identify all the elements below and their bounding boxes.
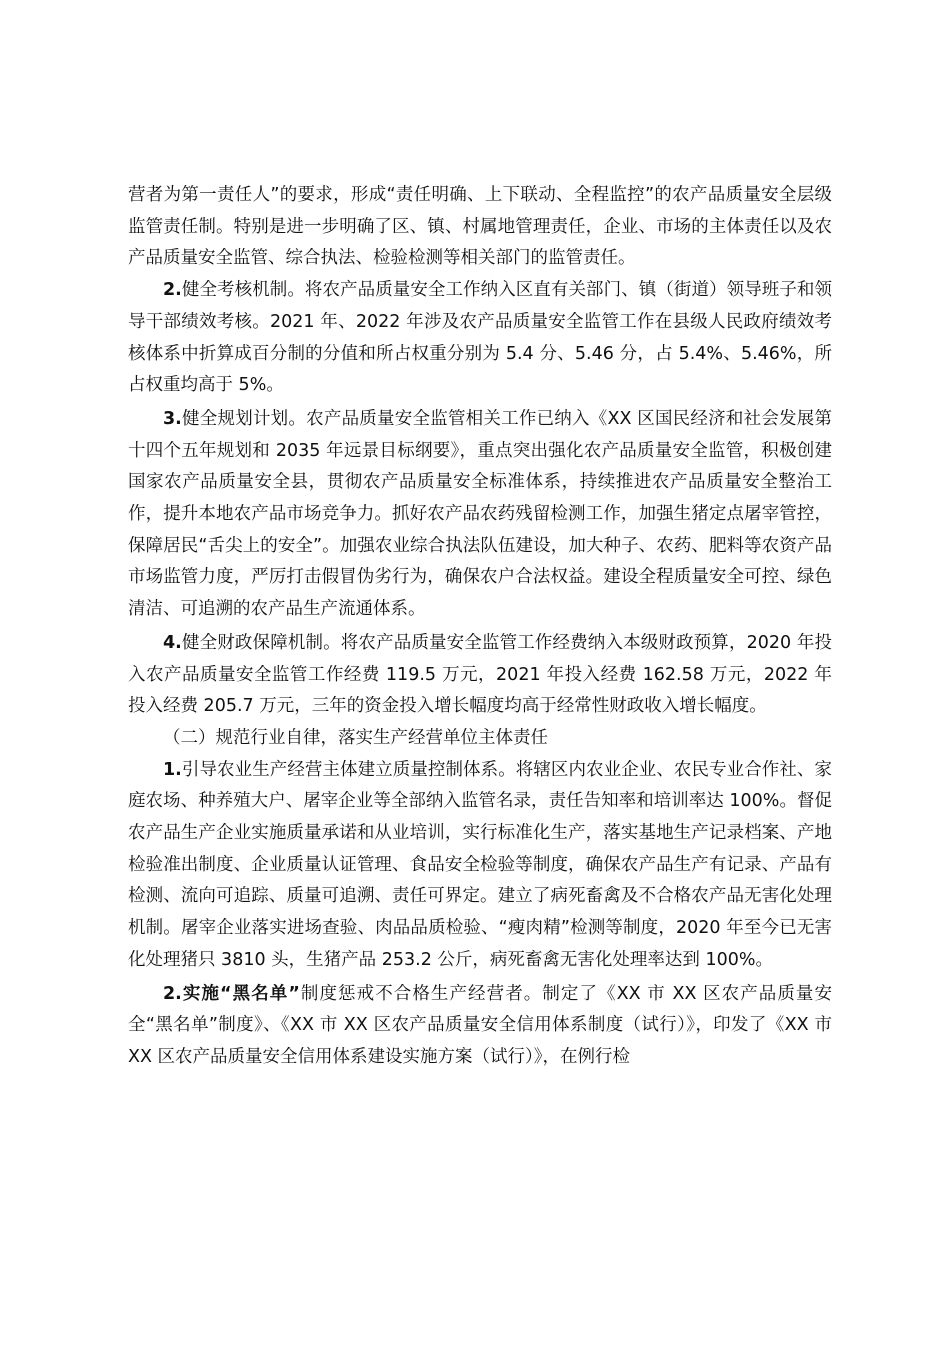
item-number: 2.: [163, 983, 182, 1004]
paragraph-text: 健全财政保障机制。将农产品质量安全监管工作经费纳入本级财政预算，2020 年投入农产品质量安全监管工作经费 119.5 万元，2021 年投入经费 162.58 万元，2022 年投入经费 205.7 万元，三年的资金投入增长幅度均高于经常性财政收入增长幅度。: [128, 632, 832, 717]
paragraph-financial-guarantee: [128, 628, 832, 723]
paragraph-text: 引导农业生产经营主体建立质量控制体系。将辖区内农业企业、农民专业合作社、家庭农场、种养殖大户、屠宰企业等全部纳入监管名录，责任告知率和培训率达 100%。督促农产品生产企业实施质量承诺和从业培训，实行标准化生产，落实基地生产记录档案、产地检验准出制度、企业质量认证管理、食品安全检验等制度，确保农产品生产有记录、产品有检测、流向可追踪、质量可追溯、责任可界定。建立了病死畜禽及不合格农产品无害化处理机制。屠宰企业落实进场查验、肉品品质检验、“瘦肉精”检测等制度，2020 年至今已无害化处理猪只 3810 头，生猪产品 253.2 公斤，病死畜禽无害化处理率达到 100%。: [128, 759, 832, 970]
item-number: 4.: [163, 632, 182, 653]
paragraph-text: 健全考核机制。将农产品质量安全工作纳入区直有关部门、镇（街道）领导班子和领导干部绩效考核。2021 年、2022 年涉及农产品质量安全监管工作在县级人民政府绩效考核体系中折算成百分制的分值和所占权重分别为 5.4 分、5.46 分，占 5.4%、5.46%，所占权重均高于 5%。: [128, 280, 832, 396]
paragraph-blacklist: [128, 979, 832, 1074]
paragraph-planning: [128, 404, 832, 626]
document-body: [128, 180, 832, 1074]
paragraph-text: 健全规划计划。农产品质量安全监管相关工作已纳入《XX 区国民经济和社会发展第十四个五年规划和 2035 年远景目标纲要》，重点突出强化农产品质量安全监管，积极创建国家农产品质量安全县，贯彻农产品质量安全标准体系，持续推进农产品质量安全整治工作，提升本地农产品市场竞争力。抓好农产品农药残留检测工作，加强生猪定点屠宰管控，保障居民“舌尖上的安全”。加强农业综合执法队伍建设，加大种子、农药、肥料等农资产品市场监管力度，严厉打击假冒伪劣行为，确保农户合法权益。建设全程质量安全可控、绿色清洁、可追溯的农产品生产流通体系。: [128, 408, 832, 620]
paragraph-assessment-mechanism: [128, 275, 832, 402]
paragraph-quality-control: [128, 755, 832, 977]
item-number: 3.: [163, 408, 182, 429]
paragraph-lead: 实施“黑名单”: [181, 983, 300, 1004]
paragraph-responsibility-system: 营者为第一责任人”的要求，形成“责任明确、上下联动、全程监控”的农产品质量安全层级监管责任制。特别是进一步明确了区、镇、村属地管理责任，企业、市场的主体责任以及农产品质量安全监管、综合执法、检验检测等相关部门的监管责任。: [128, 185, 832, 269]
section-heading: （二）规范行业自律，落实生产经营单位主体责任: [163, 727, 548, 748]
item-number: 1.: [163, 759, 182, 780]
item-number: 2.: [163, 280, 182, 301]
paragraph-text: 制度惩戒不合格生产经营者。制定了《XX 市 XX 区农产品质量安全“黑名单”制度》、《XX 市 XX 区农产品质量安全信用体系制度（试行）》，印发了《XX 市 XX 区农产品质量安全信用体系建设实施方案（试行）》，在例行检: [128, 983, 832, 1067]
